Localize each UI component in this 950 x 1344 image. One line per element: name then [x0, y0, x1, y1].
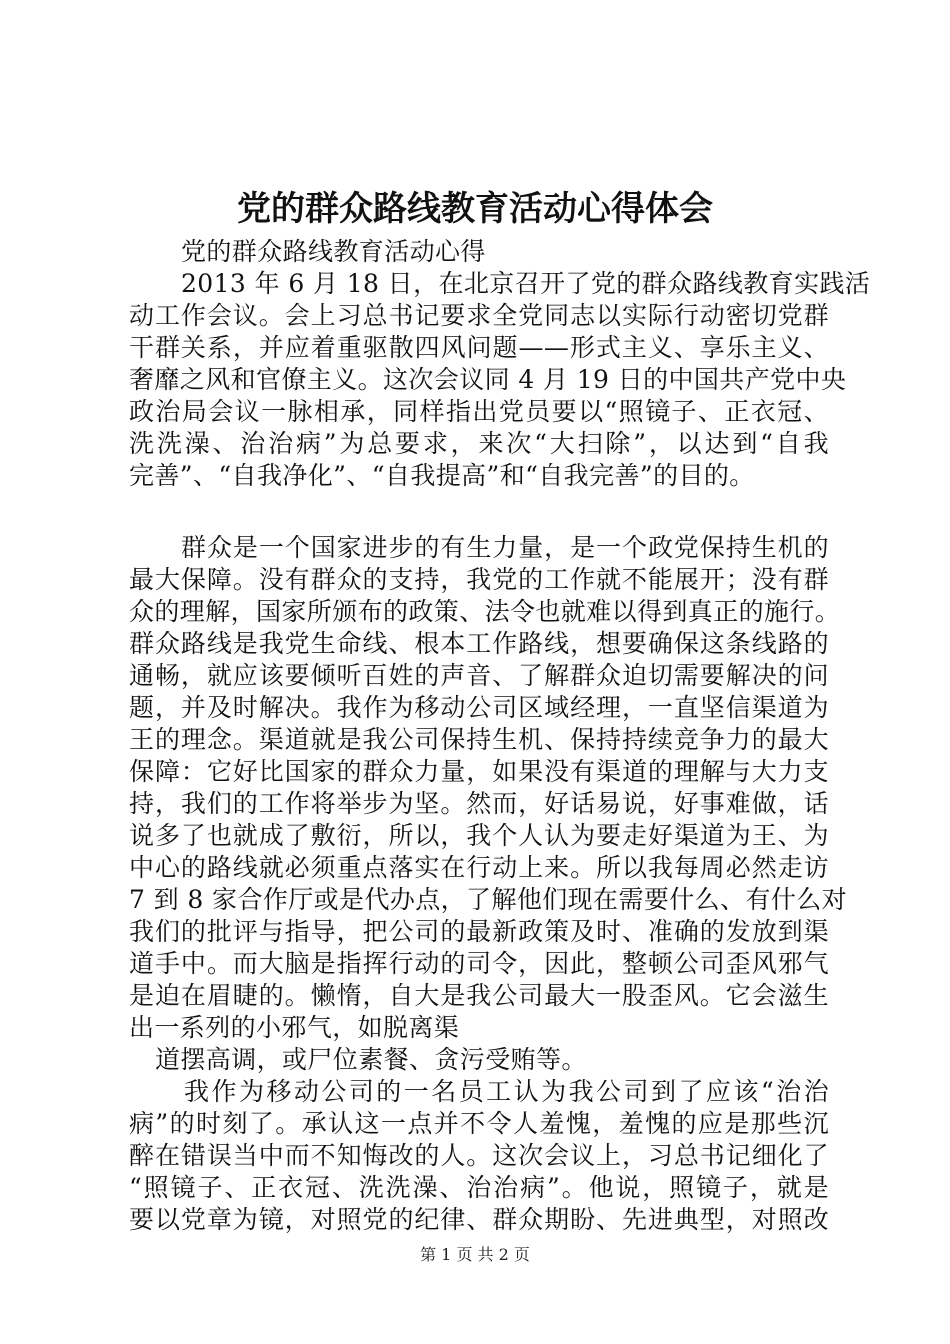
- paragraph-line: 众的理解，国家所颁布的政策、法令也就难以得到真正的施行。: [129, 597, 841, 626]
- paragraph-line: 2013 年 6 月 18 日，在北京召开了党的群众路线教育实践活: [181, 269, 871, 298]
- paragraph-line: 病”的时刻了。承认这一点并不令人羞愧，羞愧的应是那些沉: [129, 1109, 829, 1138]
- paragraph-line: 出一系列的小邪气，如脱离渠: [129, 1013, 460, 1042]
- paragraph-line: 群众路线是我党生命线、根本工作路线，想要确保这条线路的: [129, 629, 829, 658]
- paragraph-line: 道手中。而大脑是指挥行动的司令，因此，整顿公司歪风邪气: [129, 949, 829, 978]
- paragraph-line: 完善”、“自我净化”、“自我提高”和“自我完善”的目的。: [129, 461, 755, 490]
- page-footer: 第 1 页 共 2 页: [420, 1245, 530, 1264]
- paragraph-line: 党的群众路线教育活动心得: [181, 237, 486, 266]
- paragraph-line: 道摆高调，或尸位素餐、贪污受贿等。: [155, 1045, 587, 1074]
- paragraph-line: 通畅，就应该要倾听百姓的声音、了解群众迫切需要解决的问: [129, 661, 829, 690]
- paragraph-line: 干群关系，并应着重驱散四风问题——形式主义、享乐主义、: [129, 333, 829, 362]
- paragraph-line: 洗洗澡、治治病”为总要求，来次“大扫除”，以达到“自我: [129, 429, 829, 458]
- paragraph-line: 群众是一个国家进步的有生力量，是一个政党保持生机的: [181, 533, 829, 562]
- paragraph-gap: [129, 492, 829, 532]
- paragraph-line: 动工作会议。会上习总书记要求全党同志以实际行动密切党群: [129, 301, 829, 330]
- document-title: 党的群众路线教育活动心得体会: [237, 189, 713, 229]
- document-body: [129, 236, 871, 1236]
- paragraph-line: 要以党章为镜，对照党的纪律、群众期盼、先进典型，对照改: [129, 1205, 829, 1234]
- paragraph-line: 奢靡之风和官僚主义。这次会议同 4 月 19 日的中国共产党中央: [129, 365, 847, 394]
- paragraph-line: 中心的路线就必须重点落实在行动上来。所以我每周必然走访: [129, 853, 829, 882]
- paragraph-line: 王的理念。渠道就是我公司保持生机、保持持续竞争力的最大: [129, 725, 829, 754]
- paragraph-line: 保障：它好比国家的群众力量，如果没有渠道的理解与大力支: [129, 757, 829, 786]
- paragraph-line: 我作为移动公司的一名员工认为我公司到了应该“治治: [184, 1077, 829, 1106]
- paragraph-line: 说多了也就成了敷衍，所以，我个人认为要走好渠道为王、为: [129, 821, 829, 850]
- paragraph-line: 是迫在眉睫的。懒惰，自大是我公司最大一股歪风。它会滋生: [129, 981, 829, 1010]
- paragraph-line: “照镜子、正衣冠、洗洗澡、治治病”。他说，照镜子，就是: [129, 1173, 829, 1202]
- paragraph-line: 政治局会议一脉相承，同样指出党员要以“照镜子、正衣冠、: [129, 397, 829, 426]
- paragraph-line: 题，并及时解决。我作为移动公司区域经理，一直坚信渠道为: [129, 693, 829, 722]
- paragraph-line: 我们的批评与指导，把公司的最新政策及时、准确的发放到渠: [129, 917, 829, 946]
- paragraph-line: 持，我们的工作将举步为坚。然而，好话易说，好事难做，话: [129, 789, 829, 818]
- paragraph-line: 7 到 8 家合作厅或是代办点，了解他们现在需要什么、有什么对: [129, 885, 848, 914]
- paragraph-line: 醉在错误当中而不知悔改的人。这次会议上，习总书记细化了: [129, 1141, 829, 1170]
- paragraph-line: 最大保障。没有群众的支持，我党的工作就不能展开；没有群: [129, 565, 829, 594]
